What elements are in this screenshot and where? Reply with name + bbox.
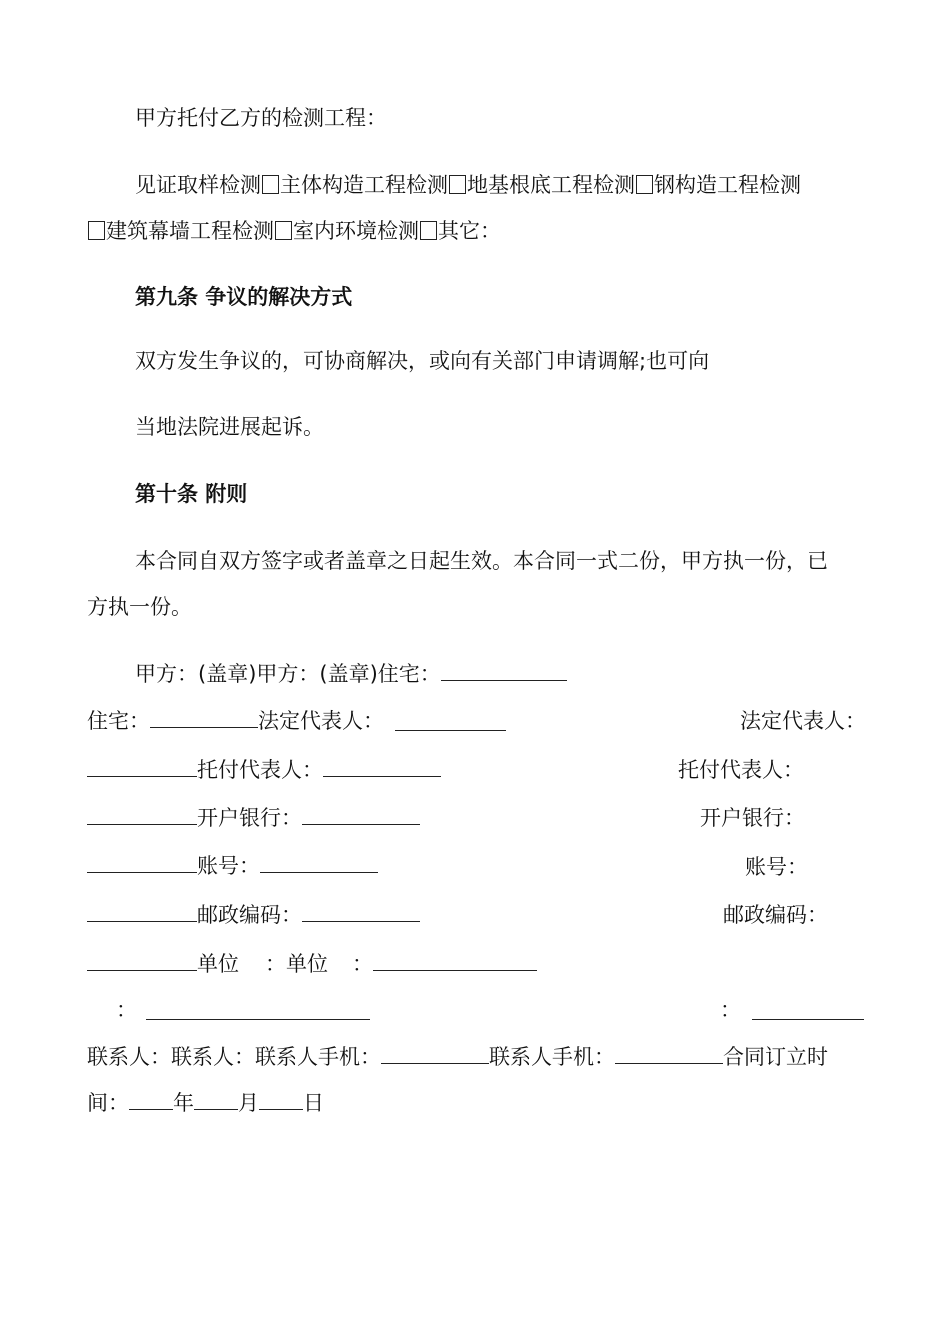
article9-text-cont: 当地法院进展起诉。 [135,415,324,439]
contact-label: 联系人：联系人：联系人手机： [87,1045,381,1069]
legal-rep-blank[interactable] [395,730,506,731]
date-label-cont: 间： [87,1091,129,1115]
year-label: 年 [173,1091,194,1115]
article10-title: 第十条 附则 [135,482,248,506]
checkbox[interactable] [449,175,466,194]
account-label: 账号： [197,854,260,878]
inspection-items-line1 [135,173,801,197]
bank-label-right: 开户银行： [700,806,805,830]
postcode-blank[interactable] [87,950,197,971]
sign-date-row [87,1089,324,1115]
phone-blank[interactable] [381,1043,489,1064]
article9-text: 双方发生争议的，可协商解决，或向有关部门申请调解;也可向 [135,349,710,373]
checkbox[interactable] [420,221,437,240]
day-blank[interactable] [259,1089,303,1110]
agent-label: 托付代表人： [197,758,323,782]
item-main-structure: 主体构造工程检测 [280,173,448,197]
legal-rep-label: 法定代表人： [258,709,384,733]
unit-blank[interactable] [373,950,537,971]
unit-label: 单位 [197,952,239,976]
sign-unit-row [87,950,537,976]
colon: ： [352,952,373,976]
unit-label: ：单位 [265,952,328,976]
article10-text-cont: 方执一份。 [87,595,192,619]
unit-blank-right[interactable] [752,1019,864,1020]
sign-contact-row [87,1043,828,1069]
unit-colon-right: ： [720,998,741,1022]
address-blank[interactable] [441,660,567,681]
unit-colon-left: ： [116,998,137,1022]
item-curtain-wall: 建筑幕墙工程检测 [106,219,274,243]
agent-blank[interactable] [323,756,441,777]
item-other: 其它： [438,219,501,243]
inspection-items-line2 [87,219,501,243]
checkbox[interactable] [88,221,105,240]
sign-postcode-row [87,901,420,927]
legal-rep-label-right: 法定代表人： [740,709,866,733]
account-label-right: 账号： [745,855,808,879]
checkbox[interactable] [275,221,292,240]
address-blank[interactable] [150,707,258,728]
account-blank[interactable] [87,901,197,922]
signing-date-label: 合同订立时 [723,1045,828,1069]
postcode-blank[interactable] [302,901,420,922]
sign-bank-row [87,804,420,830]
item-steel-structure: 钢构造工程检测 [654,173,801,197]
year-blank[interactable] [129,1089,173,1110]
unit-blank[interactable] [146,1019,370,1020]
sign-agent-row [87,756,441,782]
account-blank[interactable] [260,852,378,873]
sign-party-a [135,660,567,686]
month-label: 月 [238,1091,259,1115]
checkbox[interactable] [262,175,279,194]
agent-blank[interactable] [87,804,197,825]
sign-address-row [87,707,384,733]
day-label: 日 [303,1091,324,1115]
paragraph-entrust: 甲方托付乙方的检测工程： [135,106,387,130]
postcode-label-right: 邮政编码： [723,903,828,927]
checkbox[interactable] [636,175,653,194]
postcode-label: 邮政编码： [197,903,302,927]
bank-blank[interactable] [87,852,197,873]
item-foundation: 地基根底工程检测 [467,173,635,197]
legal-rep-blank[interactable] [87,756,197,777]
item-indoor-env: 室内环境检测 [293,219,419,243]
phone-blank[interactable] [615,1043,723,1064]
agent-label-right: 托付代表人： [678,758,804,782]
item-witness-sampling: 见证取样检测 [135,173,261,197]
article10-text: 本合同自双方签字或者盖章之日起生效。本合同一式二份，甲方执一份，已 [135,549,828,573]
bank-blank[interactable] [302,804,420,825]
article9-title: 第九条 争议的解决方式 [135,285,353,309]
bank-label: 开户银行： [197,806,302,830]
month-blank[interactable] [194,1089,238,1110]
address-label: 住宅： [87,709,150,733]
party-a-label: 甲方：(盖章)甲方：(盖章)住宅： [135,662,441,686]
phone-label: 联系人手机： [489,1045,615,1069]
sign-account-row [87,852,378,878]
